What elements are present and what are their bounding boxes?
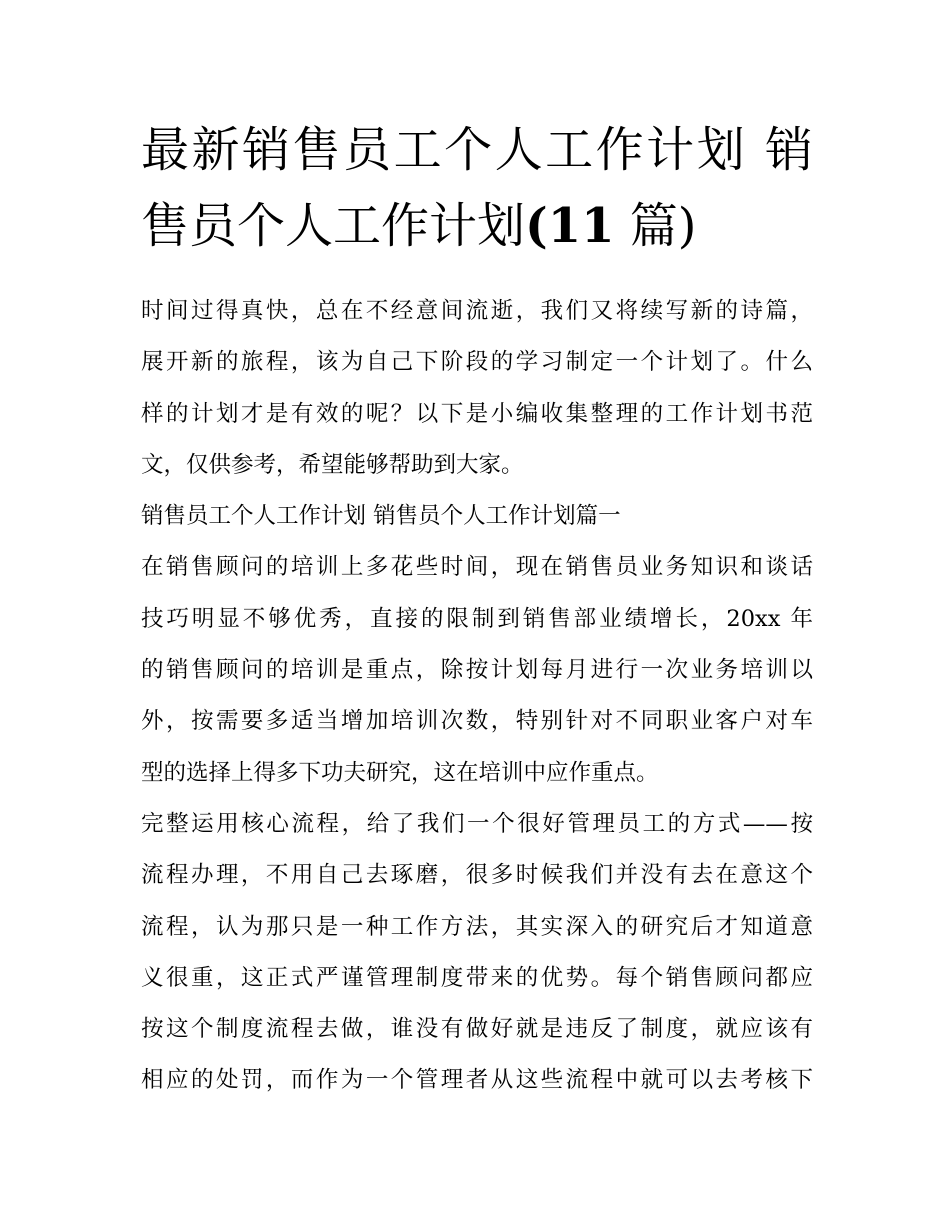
section-heading-text: 销售员工个人工作计划 销售员个人工作计划篇一 (141, 503, 621, 530)
paragraph-line: 相应的处罚，而作为一个管理者从这些流程中就可以去考核下 (141, 1067, 813, 1094)
document-body (141, 286, 813, 1107)
paragraph-line: 流程办理，不用自己去琢磨，很多时候我们并没有去在意这个 (141, 862, 813, 889)
section-heading (141, 491, 813, 542)
title-line-2 (141, 188, 813, 264)
title-line-2-text: 售员个人工作计划 (141, 198, 526, 254)
title-line-1: 最新销售员工个人工作计划 销 (141, 122, 813, 178)
paragraph-line: 按这个制度流程去做，谁没有做好就是违反了制度，就应该有 (141, 1016, 813, 1043)
paragraph-line: 的销售顾问的培训是重点，除按计划每月进行一次业务培训以 (141, 657, 813, 684)
title-count: (11 (525, 198, 615, 254)
paragraph-line: 义很重，这正式严谨管理制度带来的优势。每个销售顾问都应 (141, 964, 813, 991)
paragraph-line: 时间过得真快，总在不经意间流逝，我们又将续写新的诗篇， (141, 298, 813, 324)
paragraph-line: 样的计划才是有效的呢？以下是小编收集整理的工作计划书范 (141, 400, 813, 427)
paragraph-line: 文，仅供参考，希望能够帮助到大家。 (141, 451, 524, 478)
document-page (141, 112, 813, 1107)
title-suffix: 篇) (629, 198, 697, 254)
paragraph-line: 型的选择上得多下功夫研究，这在培训中应作重点。 (141, 759, 659, 786)
paragraph-line: 完整运用核心流程，给了我们一个很好管理员工的方式——按 (141, 810, 813, 837)
paragraph-line: 外，按需要多适当增加培训次数，特别针对不同职业客户对车 (141, 708, 813, 735)
paragraph-line: 展开新的旅程，该为自己下阶段的学习制定一个计划了。什么 (141, 349, 813, 376)
document-title (141, 112, 813, 264)
paragraph-intro (141, 286, 813, 491)
paragraph-line: 流程，认为那只是一种工作方法，其实深入的研究后才知道意 (141, 913, 813, 940)
paragraph-line: 在销售顾问的培训上多花些时间，现在销售员业务知识和谈话 (141, 554, 813, 581)
paragraph-process (141, 799, 813, 1107)
paragraph-training (141, 542, 813, 798)
paragraph-line: 技巧明显不够优秀，直接的限制到销售部业绩增长，20xx 年 (141, 605, 813, 632)
